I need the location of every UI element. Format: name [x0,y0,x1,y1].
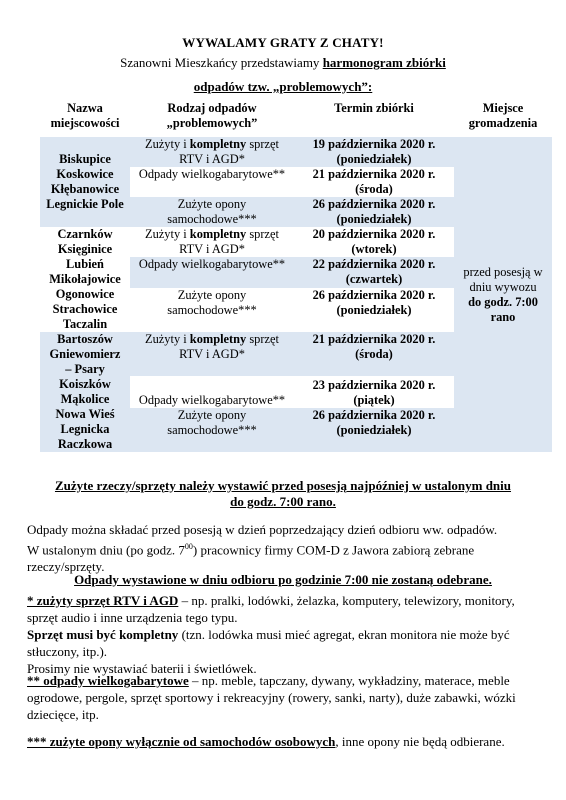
intro-line [0,55,566,71]
bulky-text: – np. meble, tapczany, dywany, wykładziny, materace, meble ogrodowe, pergole, sprzęt sportowy i rekreacyjny (rowery, sanki, narty), duże zabawki, wózki dziecięce, itp. [27,673,516,722]
date-cell [294,227,454,257]
waste-type-cell [130,332,294,376]
date-cell [294,257,454,287]
collection-date: 21 października 2020 r. [312,332,436,346]
table-row [40,137,552,167]
rtv-label: * zużyty sprzęt RTV i AGD [27,593,179,608]
location-name: Legnicka [60,422,110,436]
late-warning: Odpady wystawione w dniu odbioru po godzinie 7:00 nie zostaną odebrane. [74,572,492,587]
schedule-table [40,101,552,452]
date-cell [294,197,454,227]
bulky-label: ** odpady wielkogabarytowe [27,673,189,688]
collection-day: (środa) [355,182,393,196]
collection-date: 23 października 2020 r. [312,378,436,392]
location-name: Księginice [57,242,113,256]
location-name: Gniewomierz [49,347,121,361]
group-1-locations [40,137,130,227]
group-3-locations [40,332,130,452]
waste-type-cell [130,137,294,167]
rtv-batteries: Prosimy nie wystawiać baterii i świetlówek. [27,661,257,676]
tyres-text: , inne opony nie będą odbierane. [335,734,505,749]
group-2-locations [40,227,130,332]
location-name: Bartoszów [57,332,113,346]
location-name: Koiszków [59,377,111,391]
collection-date: 26 października 2020 r. [312,197,436,211]
waste-type-text: Zużyty i [145,332,190,346]
waste-type-cell [130,227,294,257]
intro-line-2: odpadów tzw. „problemowych”: [193,79,373,94]
tyres-description [27,733,542,750]
waste-type-text: sprzęt RTV i AGD* [179,332,279,361]
rtv-complete-text: (tzn. lodówka musi mieć agregat, ekran monitora nie może być stłuczony, itp.). [27,627,510,659]
location-name: Strachowice [52,302,118,316]
waste-type-cell: Odpady wielkogabarytowe** [130,376,294,408]
time-superscript: 00 [184,542,193,551]
deadline-note [0,478,566,510]
location-name: Kłębanowice [50,182,120,196]
waste-type-text: sprzęt RTV i AGD* [179,137,279,166]
intro-prefix: Szanowni Mieszkańcy przedstawiamy [120,55,323,70]
location-name: Raczkowa [57,437,113,451]
collection-day: (poniedziałek) [336,152,412,166]
date-cell [294,167,454,197]
collection-day: (środa) [355,347,393,361]
waste-type-cell: Zużyte opony samochodowe*** [130,408,294,452]
waste-type-text: sprzęt RTV i AGD* [179,227,279,256]
location-name: Legnickie Pole [46,197,124,211]
rtv-complete-label: Sprzęt musi być kompletny [27,627,179,642]
place-cell [454,137,552,452]
location-name: Biskupice [59,152,111,166]
info-line [27,538,542,558]
collection-day: (poniedziałek) [336,423,412,437]
location-name: Lubień [66,257,104,271]
deadline-note-line1: Zużyte rzeczy/sprzęty należy wystawić przed posesją najpóźniej w ustalonym dniu [54,478,512,493]
place-time: do godz. 7:00 rano [468,294,538,324]
location-name: Mikołajowice [49,272,121,286]
header-type: Rodzaj odpadów „problemowych” [166,101,258,130]
collection-day: (poniedziałek) [336,212,412,226]
waste-type-cell: Zużyte opony samochodowe*** [130,197,294,227]
intro-bold: harmonogram zbiórki [322,55,446,70]
location-name: Taczalin [62,317,108,331]
tyres-label: *** zużyte opony wyłącznie od samochodów osobowych [27,734,336,749]
collection-day: (wtorek) [351,242,397,256]
waste-type-cell: Odpady wielkogabarytowe** [130,257,294,287]
location-name: Koskowice [56,167,114,181]
location-name: Czarnków [57,227,113,241]
header-date: Termin zbiórki [334,101,414,115]
date-cell [294,408,454,452]
info-text: W ustalonym dniu (po godz. 7 [27,542,185,558]
table-header-row [40,101,552,137]
date-cell [294,288,454,332]
bulky-description [27,672,542,723]
date-cell [294,376,454,408]
collection-date: 22 października 2020 r. [312,257,436,272]
collection-day: (czwartek) [345,272,403,287]
waste-type-text: Zużyty i [145,227,190,241]
collection-date: 20 października 2020 r. [312,227,436,241]
location-name: Mąkolice [60,392,110,406]
date-cell [294,332,454,376]
collection-date: 26 października 2020 r. [312,287,436,302]
collection-date: 19 października 2020 r. [312,137,436,151]
info-text: ) pracownicy firmy COM-D z Jawora zabiorą zebrane [192,542,475,558]
location-name: Nowa Wieś [55,407,115,421]
collection-date: 26 października 2020 r. [312,408,436,422]
location-name: Ogonowice [55,287,115,301]
rtv-text: – np. pralki, lodówki, żelazka, komputery, telewizory, monitory, sprzęt audio i inne urządzenia tego typu. [27,593,515,625]
waste-type-text: Zużyty i [145,137,190,151]
collection-date: 21 października 2020 r. [312,167,436,181]
waste-type-bold: kompletny [189,332,247,346]
collection-day: (poniedziałek) [336,302,412,317]
waste-type-cell: Odpady wielkogabarytowe** [130,167,294,197]
waste-type-bold: kompletny [189,227,247,241]
location-name: – Psary [65,362,105,376]
date-cell [294,137,454,167]
place-text: przed posesją w dniu wywozu [463,264,543,294]
header-location: Nazwa miejscowości [50,101,120,130]
collection-day: (piątek) [353,393,395,407]
info-line: Odpady można składać przed posesją w dzień poprzedzający dzień odbioru ww. odpadów. [27,522,498,537]
waste-type-bold: kompletny [189,137,247,151]
waste-type-cell: Zużyte opony samochodowe*** [130,288,294,332]
info-line: rzeczy/sprzęty. [27,559,105,575]
deadline-note-line2: do godz. 7:00 rano. [230,494,336,509]
info-paragraph [27,521,542,575]
header-place: Miejsce gromadzenia [468,101,538,130]
page-title: WYWALAMY GRATY Z CHATY! [182,35,384,50]
rtv-description [27,592,542,677]
